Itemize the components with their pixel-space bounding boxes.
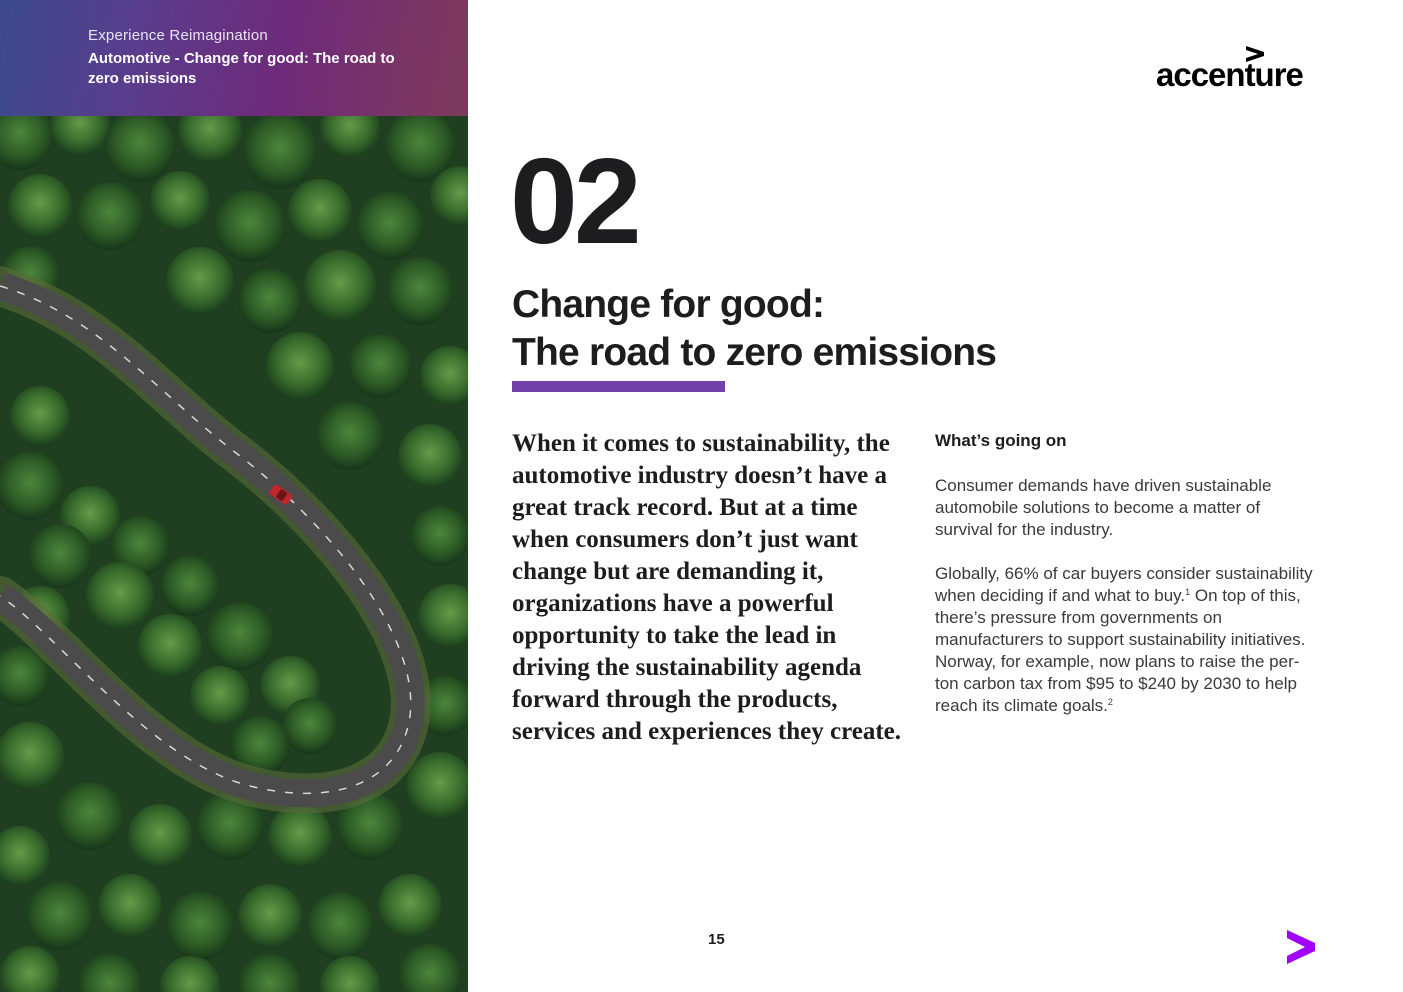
header-band — [0, 0, 468, 116]
band-title: Automotive - Change for good: The road to zero emissions — [88, 50, 395, 87]
logo-wordmark: accenture — [1156, 56, 1303, 93]
sidebar-paragraph-2 — [935, 563, 1315, 717]
footnote-1[interactable]: 1 — [1185, 587, 1191, 597]
lead-paragraph — [512, 428, 902, 748]
chevron-right-icon — [1285, 930, 1317, 964]
section-number: 02 — [510, 133, 638, 269]
left-column — [0, 0, 468, 992]
forest-road-aerial-image — [0, 116, 468, 992]
accenture-logo — [1156, 46, 1316, 92]
lead-text: When it comes to sustainability, the automotive industry doesn’t have a great track record. But at a time when consumers don’t just want change but are demanding it, organizations have a powerful opportunity to take the lead in driving the sustainability agenda forward through the products, services and experiences they create. — [512, 430, 901, 745]
sidebar-heading: What’s going on — [935, 431, 1067, 450]
section-title — [512, 281, 1212, 377]
section-title-line2: The road to zero emissions — [512, 331, 997, 374]
section-title-line1: Change for good: — [512, 283, 825, 326]
page-number: 15 — [708, 931, 725, 948]
sidebar-paragraph-2-part1: Globally, 66% of car buyers consider sustainability when deciding if and what to buy. — [935, 564, 1313, 605]
accent-bar — [512, 381, 725, 392]
sidebar — [935, 431, 1315, 739]
footnote-2[interactable]: 2 — [1107, 697, 1113, 707]
band-eyebrow: Experience Reimagination — [88, 27, 268, 44]
sidebar-paragraph-1: Consumer demands have driven sustainable automobile solutions to become a matter of survival for the industry. — [935, 476, 1272, 539]
sidebar-paragraph-2-part2: On top of this, there’s pressure from governments on manufacturers to support sustainability initiatives. Norway, for example, now plans to raise the per-ton carbon tax from $95 to $240 by 2030 to help reach its climate goals. — [935, 586, 1306, 715]
